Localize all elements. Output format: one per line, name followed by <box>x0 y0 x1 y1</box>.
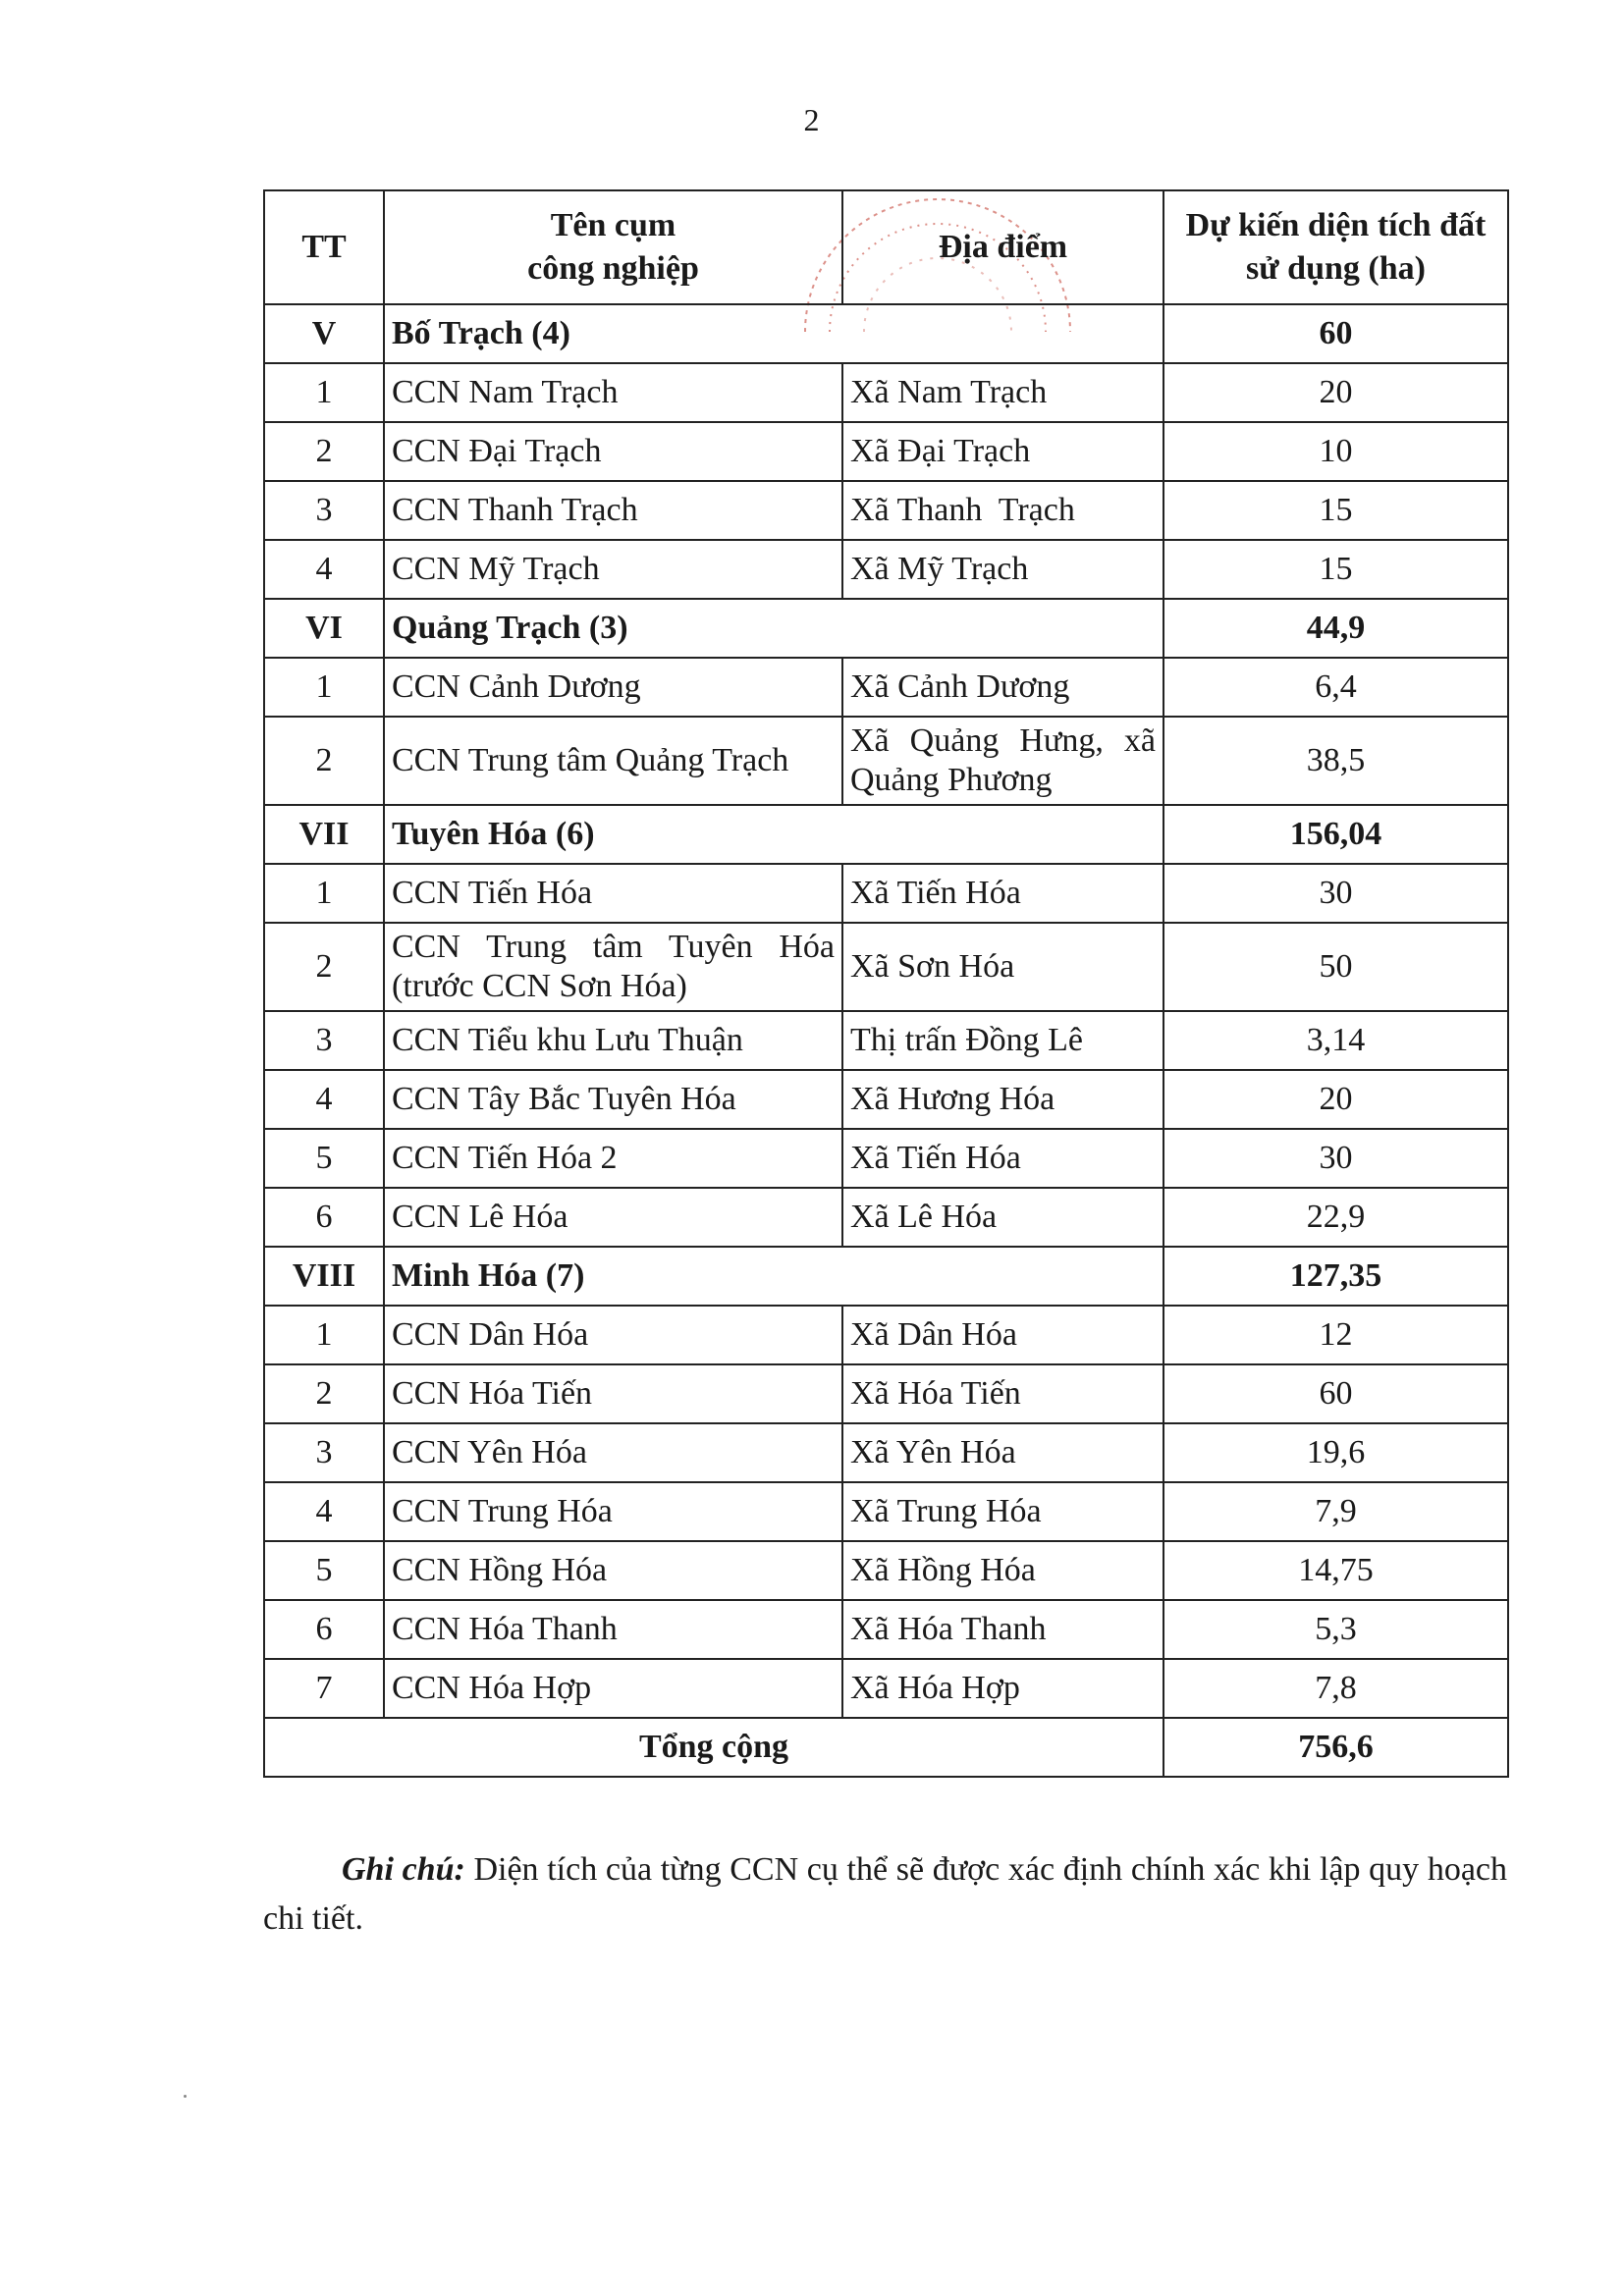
row-cluster-name: CCN Trung tâm Quảng Trạch <box>384 717 842 805</box>
group-name: Bố Trạch (4) <box>384 304 1163 363</box>
row-cluster-name: CCN Dân Hóa <box>384 1306 842 1364</box>
row-area: 22,9 <box>1163 1188 1508 1247</box>
header-cluster-name-line2: công nghiệp <box>527 250 699 287</box>
table-row <box>264 1482 1508 1541</box>
page-number: 2 <box>803 102 820 137</box>
group-row <box>264 805 1508 864</box>
row-area: 19,6 <box>1163 1423 1508 1482</box>
table-body <box>264 304 1508 1777</box>
table-row <box>264 1129 1508 1188</box>
row-cluster-name: CCN Tiến Hóa 2 <box>384 1129 842 1188</box>
group-row <box>264 304 1508 363</box>
footnote-label: Ghi chú: <box>342 1851 465 1888</box>
row-location: Thị trấn Đồng Lê <box>842 1011 1163 1070</box>
row-cluster-name: CCN Trung tâm Tuyên Hóa (trước CCN Sơn Hóa) <box>384 923 842 1011</box>
row-tt: 2 <box>264 422 384 481</box>
row-cluster-name: CCN Đại Trạch <box>384 422 842 481</box>
row-tt: 2 <box>264 717 384 805</box>
row-cluster-name: CCN Tiểu khu Lưu Thuận <box>384 1011 842 1070</box>
row-tt: 5 <box>264 1541 384 1600</box>
row-cluster-name: CCN Lê Hóa <box>384 1188 842 1247</box>
table-row <box>264 363 1508 422</box>
row-location: Xã Hóa Tiến <box>842 1364 1163 1423</box>
row-location: Xã Sơn Hóa <box>842 923 1163 1011</box>
row-area: 20 <box>1163 363 1508 422</box>
row-location: Xã Lê Hóa <box>842 1188 1163 1247</box>
table-row <box>264 1600 1508 1659</box>
row-tt: 1 <box>264 1306 384 1364</box>
row-cluster-name: CCN Hóa Hợp <box>384 1659 842 1718</box>
industrial-cluster-table <box>263 189 1509 1778</box>
row-cluster-name: CCN Trung Hóa <box>384 1482 842 1541</box>
header-area-line1: Dự kiến diện tích đất <box>1185 207 1487 243</box>
row-location: Xã Trung Hóa <box>842 1482 1163 1541</box>
table-row <box>264 1070 1508 1129</box>
group-area: 127,35 <box>1163 1247 1508 1306</box>
row-tt: 6 <box>264 1600 384 1659</box>
row-tt: 6 <box>264 1188 384 1247</box>
row-area: 7,9 <box>1163 1482 1508 1541</box>
group-area: 60 <box>1163 304 1508 363</box>
header-area <box>1163 190 1508 304</box>
group-tt: V <box>264 304 384 363</box>
row-tt: 1 <box>264 658 384 717</box>
row-area: 30 <box>1163 864 1508 923</box>
group-tt: VI <box>264 599 384 658</box>
row-area: 15 <box>1163 540 1508 599</box>
row-cluster-name: CCN Tây Bắc Tuyên Hóa <box>384 1070 842 1129</box>
row-tt: 7 <box>264 1659 384 1718</box>
header-cluster-name-line1: Tên cụm <box>550 207 676 243</box>
row-area: 12 <box>1163 1306 1508 1364</box>
total-label: Tổng cộng <box>264 1718 1163 1777</box>
row-location: Xã Hóa Thanh <box>842 1600 1163 1659</box>
row-tt: 2 <box>264 1364 384 1423</box>
group-area: 156,04 <box>1163 805 1508 864</box>
table-row <box>264 864 1508 923</box>
row-location: Xã Hương Hóa <box>842 1070 1163 1129</box>
row-location: Xã Mỹ Trạch <box>842 540 1163 599</box>
row-tt: 4 <box>264 1070 384 1129</box>
row-area: 20 <box>1163 1070 1508 1129</box>
group-row <box>264 599 1508 658</box>
row-area: 10 <box>1163 422 1508 481</box>
group-tt: VIII <box>264 1247 384 1306</box>
row-area: 6,4 <box>1163 658 1508 717</box>
table-row <box>264 923 1508 1011</box>
total-area: 756,6 <box>1163 1718 1508 1777</box>
row-location: Xã Yên Hóa <box>842 1423 1163 1482</box>
table-row <box>264 1188 1508 1247</box>
row-area: 38,5 <box>1163 717 1508 805</box>
table-row <box>264 1541 1508 1600</box>
group-tt: VII <box>264 805 384 864</box>
row-location: Xã Thanh Trạch <box>842 481 1163 540</box>
footnote <box>263 1845 1507 1944</box>
table-row <box>264 658 1508 717</box>
group-name: Tuyên Hóa (6) <box>384 805 1163 864</box>
row-tt: 3 <box>264 481 384 540</box>
row-cluster-name: CCN Nam Trạch <box>384 363 842 422</box>
row-location: Xã Hồng Hóa <box>842 1541 1163 1600</box>
table-row <box>264 717 1508 805</box>
row-area: 15 <box>1163 481 1508 540</box>
row-cluster-name: CCN Hóa Thanh <box>384 1600 842 1659</box>
row-cluster-name: CCN Tiến Hóa <box>384 864 842 923</box>
row-cluster-name: CCN Cảnh Dương <box>384 658 842 717</box>
row-cluster-name: CCN Hồng Hóa <box>384 1541 842 1600</box>
group-name: Quảng Trạch (3) <box>384 599 1163 658</box>
header-area-line2: sử dụng (ha) <box>1246 250 1426 287</box>
row-area: 5,3 <box>1163 1600 1508 1659</box>
table-row <box>264 1011 1508 1070</box>
row-tt: 4 <box>264 540 384 599</box>
row-location: Xã Tiến Hóa <box>842 1129 1163 1188</box>
header-location: Địa điểm <box>842 190 1163 304</box>
group-row <box>264 1247 1508 1306</box>
row-tt: 3 <box>264 1011 384 1070</box>
row-location: Xã Tiến Hóa <box>842 864 1163 923</box>
table-header-row <box>264 190 1508 304</box>
table-row <box>264 422 1508 481</box>
row-tt: 1 <box>264 864 384 923</box>
header-cluster-name <box>384 190 842 304</box>
row-tt: 5 <box>264 1129 384 1188</box>
row-location: Xã Nam Trạch <box>842 363 1163 422</box>
row-tt: 4 <box>264 1482 384 1541</box>
row-area: 14,75 <box>1163 1541 1508 1600</box>
table-row <box>264 481 1508 540</box>
table-row <box>264 1306 1508 1364</box>
row-location: Xã Quảng Hưng, xã Quảng Phương <box>842 717 1163 805</box>
row-cluster-name: CCN Mỹ Trạch <box>384 540 842 599</box>
row-area: 3,14 <box>1163 1011 1508 1070</box>
row-tt: 2 <box>264 923 384 1011</box>
row-area: 60 <box>1163 1364 1508 1423</box>
table-row <box>264 1423 1508 1482</box>
row-cluster-name: CCN Hóa Tiến <box>384 1364 842 1423</box>
row-tt: 1 <box>264 363 384 422</box>
row-location: Xã Đại Trạch <box>842 422 1163 481</box>
row-area: 30 <box>1163 1129 1508 1188</box>
header-tt: TT <box>264 190 384 304</box>
scan-speck <box>184 2095 187 2098</box>
group-area: 44,9 <box>1163 599 1508 658</box>
total-row <box>264 1718 1508 1777</box>
row-area: 50 <box>1163 923 1508 1011</box>
table-row <box>264 1659 1508 1718</box>
row-area: 7,8 <box>1163 1659 1508 1718</box>
row-location: Xã Cảnh Dương <box>842 658 1163 717</box>
row-cluster-name: CCN Yên Hóa <box>384 1423 842 1482</box>
table-row <box>264 1364 1508 1423</box>
row-location: Xã Hóa Hợp <box>842 1659 1163 1718</box>
row-location: Xã Dân Hóa <box>842 1306 1163 1364</box>
table-row <box>264 540 1508 599</box>
footnote-text: Diện tích của từng CCN cụ thể sẽ được xác định chính xác khi lập quy hoạch chi tiết. <box>263 1851 1508 1937</box>
group-name: Minh Hóa (7) <box>384 1247 1163 1306</box>
row-tt: 3 <box>264 1423 384 1482</box>
row-cluster-name: CCN Thanh Trạch <box>384 481 842 540</box>
